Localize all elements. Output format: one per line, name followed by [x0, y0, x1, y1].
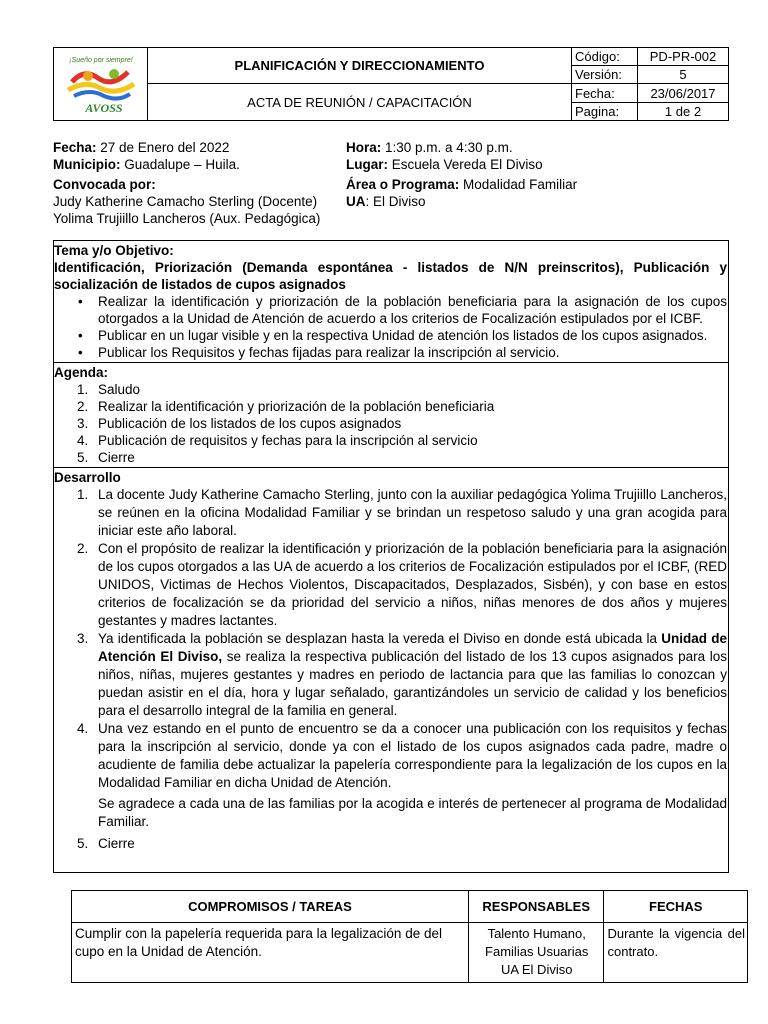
document-header — [53, 47, 729, 121]
desarrollo-label: Desarrollo — [54, 470, 121, 485]
list-item: 4. Una vez estando en el punto de encuentro se da a conocer una publicación con los requisitos y fechas para la inscripción al servicio, donde ya con el listado de los cupos asignados cada padre, madre o acudiente de familia debe actualizar la papelería correspondiente para la legalización de los cupos en la Modalidad Familiar en dicha Unidad de Atención. Se agradece a cada una de las familias por la acogida e interés de pertenecer al programa de Modalidad Familiar. — [77, 721, 727, 829]
meta-value-fecha: 23/06/2017 — [638, 84, 729, 103]
area-line: Área o Programa: Modalidad Familiar — [346, 177, 578, 192]
meeting-info-left — [53, 139, 343, 227]
lugar-line: Lugar: Escuela Vereda El Diviso — [346, 157, 543, 172]
meta-value-codigo: PD-PR-002 — [638, 48, 729, 66]
tema-label: Tema y/o Objetivo: — [54, 243, 174, 258]
desarrollo-list — [54, 486, 727, 853]
fecha-cell: Durante la vigencia del contrato. — [604, 923, 748, 983]
list-item: 5. Cierre — [77, 836, 135, 851]
task-cell: Cumplir con la papelería requerida para la legalización de del cupo en la Unidad de Atención. — [72, 923, 469, 983]
meta-label-version: Versión: — [572, 66, 638, 84]
ua-line: UA: El Diviso — [346, 194, 426, 209]
list-item: 1. La docente Judy Katherine Camacho Sterling, junto con la auxiliar pedagógica Yolima Trujiillo Lancheros, se reúnen en la oficina Modalidad Familiar y se brindan un respetoso saludo y una gran acogida para iniciar este año laboral. — [77, 487, 727, 538]
meta-label-fecha: Fecha: — [572, 84, 638, 103]
list-item: • Publicar los Requisitos y fechas fijadas para realizar la inscripción al servicio. — [98, 344, 727, 361]
header-responsables: RESPONSABLES — [468, 891, 604, 923]
list-item: 2. Realizar la identificación y priorización de la población beneficiaria — [77, 399, 495, 414]
header-compromisos: COMPROMISOS / TAREAS — [72, 891, 469, 923]
agenda-section — [54, 363, 728, 468]
meta-label-pagina: Pagina: — [572, 103, 638, 121]
document-subtitle: ACTA DE REUNIÓN / CAPACITACIÓN — [148, 84, 572, 121]
logo-slogan: ¡Sueño por siempre! — [68, 56, 133, 64]
list-item: • Publicar en un lugar visible y en la respectiva Unidad de atención los listados de los cupos asignados. — [98, 327, 727, 344]
logo-cell — [54, 48, 148, 121]
responsables-cell: Talento Humano, Familias Usuarias UA El Diviso — [468, 923, 604, 983]
hora-line: Hora: 1:30 p.m. a 4:30 p.m. — [346, 140, 513, 155]
convocada-label: Convocada por: — [53, 177, 156, 192]
list-item: • Realizar la identificación y priorización de la población beneficiaria para la asignación de los cupos otorgados a la Unidad de Atención de acuerdo a los criterios de Focalización estipulados por el ICBF. — [98, 293, 727, 327]
avoss-logo-icon — [58, 50, 144, 116]
list-item: 3. Publicación de los listados de los cupos asignados — [77, 416, 402, 431]
logo-text: AVOSS — [84, 100, 123, 115]
municipio-line: Municipio: Guadalupe – Huila. — [53, 157, 240, 172]
table-row — [72, 923, 748, 983]
document-title: PLANIFICACIÓN Y DIRECCIONAMIENTO — [148, 48, 572, 84]
header-fechas: FECHAS — [604, 891, 748, 923]
list-item: 3. Ya identificada la población se desplazan hasta la vereda el Diviso en donde está ubicada la Unidad de Atención El Diviso, se realiza la respectiva publicación del listado de los 13 cupos asignados para los niños, niñas, mujeres gestantes y madres en periodo de lactancia para que las familias lo conozcan y puedan asistir en el día, hora y lugar señalado, garantizándoles un servicio de calidad y los beneficios para el desarrollo integral de la familia en general. — [77, 631, 727, 718]
minutes-content-box — [53, 240, 729, 873]
fecha-line: Fecha: 27 de Enero del 2022 — [53, 140, 230, 155]
list-item: 5. Cierre — [77, 450, 135, 465]
tema-title: Identificación, Priorización (Demanda espontánea - listados de N/N preinscritos), Publicación y socialización de listados de cupos asignados — [54, 260, 727, 292]
tasks-table — [71, 890, 748, 983]
convocada-person-2: Yolima Trujiillo Lancheros (Aux. Pedagógica) — [53, 211, 321, 226]
list-item: 1. Saludo — [77, 382, 141, 397]
list-item: 4. Publicación de requisitos y fechas para la inscripción al servicio — [77, 433, 478, 448]
tema-bullets — [54, 293, 727, 361]
meta-value-pagina: 1 de 2 — [638, 103, 729, 121]
agenda-list — [54, 381, 727, 466]
agenda-label: Agenda: — [54, 365, 108, 380]
desarrollo-section — [54, 468, 728, 854]
tema-section — [54, 241, 728, 363]
list-item: 2. Con el propósito de realizar la identificación y priorización de la población beneficiaria para la asignación de los cupos otorgados a las UA de acuerdo a los criterios de Focalización estipulados por el ICBF, (RED UNIDOS, Victimas de Hechos Violentos, Discapacitados, Desplazados, Sisbén), y con base en estos criterios de focalización se da prioridad del servicio a niños, niñas menores de dos años y mujeres gestantes y madres lactantes. — [77, 541, 727, 628]
meeting-info-right — [346, 139, 726, 210]
meta-label-codigo: Código: — [572, 48, 638, 66]
meta-value-version: 5 — [638, 66, 729, 84]
convocada-person-1: Judy Katherine Camacho Sterling (Docente) — [53, 194, 318, 209]
table-header-row — [72, 891, 748, 923]
